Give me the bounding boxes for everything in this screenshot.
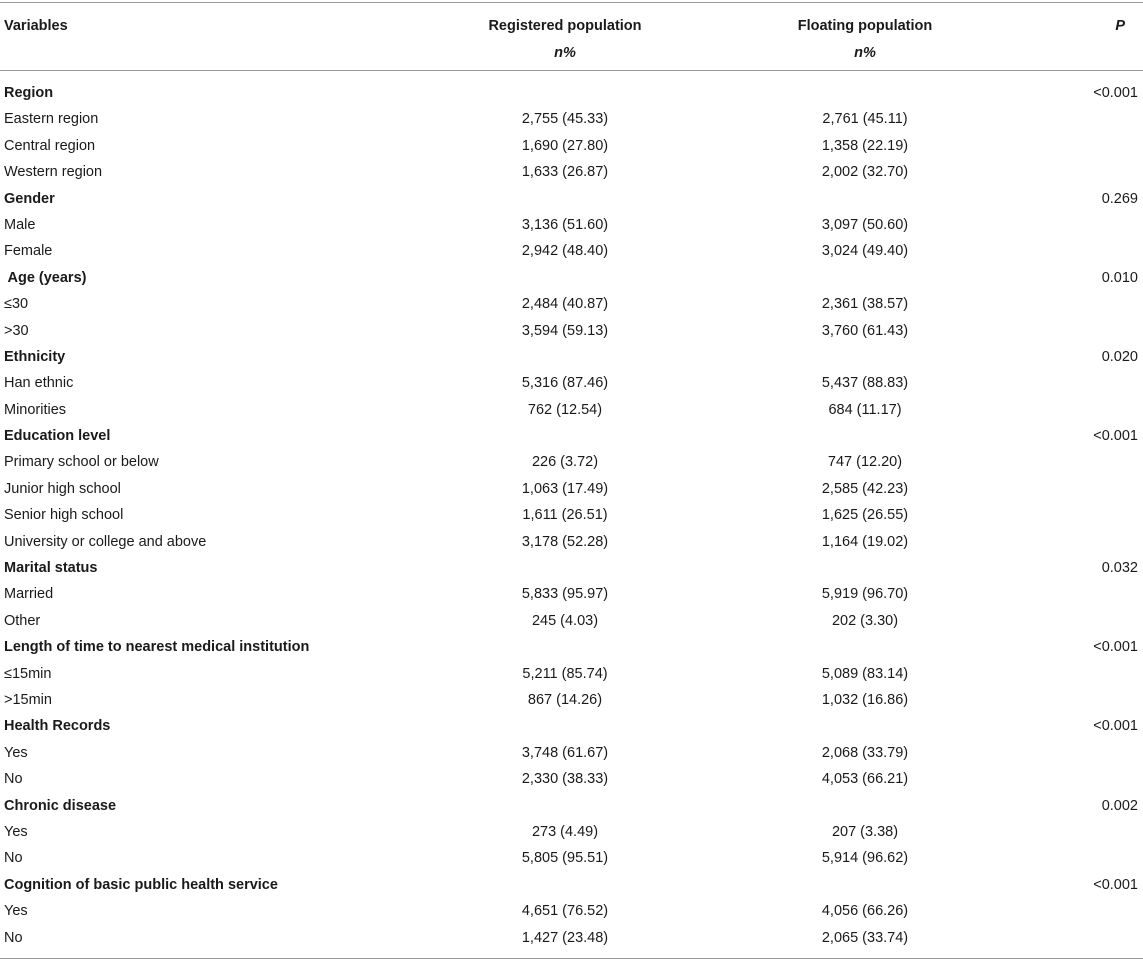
cell-variable: Age (years): [4, 269, 87, 286]
cell-registered: 5,316 (87.46): [521, 375, 609, 392]
cell-p-value: 0.010: [1101, 269, 1138, 286]
cell-floating: 2,068 (33.79): [821, 744, 909, 761]
cell-p-value: 0.020: [1101, 348, 1138, 365]
cell-variable: Gender: [4, 190, 55, 207]
cell-variable: Length of time to nearest medical institution: [4, 639, 310, 656]
cell-variable: Male: [4, 216, 36, 233]
cell-registered: 5,833 (95.97): [521, 586, 609, 603]
cell-variable: No: [4, 771, 23, 788]
header-floating: [740, 13, 990, 67]
header-p: P: [1115, 18, 1125, 34]
cell-floating: 2,065 (33.74): [821, 929, 909, 946]
table-row: [0, 212, 1143, 238]
cell-variable: Chronic disease: [4, 797, 117, 814]
cell-p-value: 0.269: [1101, 190, 1138, 207]
header-registered-label: Registered population: [488, 18, 642, 34]
cell-variable: Cognition of basic public health service: [4, 876, 278, 893]
cell-p-value: <0.001: [1093, 639, 1138, 656]
cell-registered: 867 (14.26): [527, 691, 603, 708]
section-row: [0, 793, 1143, 819]
cell-floating: 4,053 (66.21): [821, 771, 909, 788]
cell-variable: ≤15min: [4, 665, 52, 682]
table-top-rule: [0, 2, 1143, 3]
cell-registered: 5,211 (85.74): [522, 665, 608, 682]
cell-floating: 684 (11.17): [828, 401, 902, 418]
cell-floating: 2,761 (45.11): [822, 111, 908, 128]
table-row: [0, 449, 1143, 475]
cell-variable: Female: [4, 243, 53, 260]
table-header: [0, 13, 1143, 63]
section-row: [0, 872, 1143, 898]
section-row: [0, 186, 1143, 212]
table-row: [0, 925, 1143, 951]
cell-p-value: <0.001: [1093, 876, 1138, 893]
cell-registered: 3,178 (52.28): [521, 533, 609, 550]
table-row: [0, 661, 1143, 687]
cell-p-value: 0.032: [1101, 560, 1138, 577]
table-row: [0, 819, 1143, 845]
table-row: [0, 608, 1143, 634]
cell-variable: Yes: [4, 744, 28, 761]
cell-registered: 1,427 (23.48): [521, 929, 609, 946]
cell-variable: Senior high school: [4, 507, 124, 524]
cell-registered: 1,690 (27.80): [521, 137, 609, 154]
cell-floating: 5,919 (96.70): [821, 586, 909, 603]
table-row: [0, 238, 1143, 264]
header-registered-sub: n%: [554, 45, 576, 61]
cell-floating: 5,914 (96.62): [821, 850, 909, 867]
section-row: [0, 344, 1143, 370]
table-row: [0, 370, 1143, 396]
header-registered: [440, 13, 690, 67]
header-variables: Variables: [4, 18, 68, 34]
cell-variable: Marital status: [4, 560, 98, 577]
cell-registered: 226 (3.72): [531, 454, 599, 471]
cell-floating: 1,032 (16.86): [821, 691, 909, 708]
cell-variable: Married: [4, 586, 54, 603]
cell-registered: 2,330 (38.33): [521, 771, 609, 788]
section-row: [0, 555, 1143, 581]
table-row: [0, 898, 1143, 924]
cell-p-value: <0.001: [1093, 85, 1138, 101]
cell-variable: >30: [4, 322, 29, 339]
cell-floating: 207 (3.38): [831, 823, 899, 840]
cell-floating: 1,625 (26.55): [821, 507, 909, 524]
cell-variable: ≤30: [4, 296, 29, 313]
cell-variable: No: [4, 929, 23, 946]
section-row: [0, 423, 1143, 449]
table-row: [0, 397, 1143, 423]
table-bottom-rule: [0, 958, 1143, 959]
cell-registered: 3,136 (51.60): [521, 216, 609, 233]
cell-variable: Han ethnic: [4, 375, 74, 392]
cell-registered: 2,942 (48.40): [521, 243, 609, 260]
cell-floating: 2,002 (32.70): [821, 164, 909, 181]
cell-variable: Minorities: [4, 401, 67, 418]
cell-floating: 3,024 (49.40): [821, 243, 909, 260]
cell-variable: Ethnicity: [4, 348, 66, 365]
table-row: [0, 133, 1143, 159]
cell-floating: 4,056 (66.26): [821, 903, 909, 920]
cell-registered: 2,484 (40.87): [521, 296, 609, 313]
table-row: [0, 476, 1143, 502]
section-row: [0, 265, 1143, 291]
cell-variable: Primary school or below: [4, 454, 159, 471]
cell-registered: 1,633 (26.87): [521, 164, 609, 181]
table-row: [0, 291, 1143, 317]
header-floating-sub: n%: [854, 45, 876, 61]
table-row: [0, 106, 1143, 132]
cell-registered: 245 (4.03): [531, 612, 599, 629]
cell-registered: 5,805 (95.51): [521, 850, 609, 867]
cell-variable: Central region: [4, 137, 96, 154]
cell-variable: Health Records: [4, 718, 111, 735]
cell-floating: 2,585 (42.23): [821, 480, 909, 497]
table-row: [0, 318, 1143, 344]
cell-variable: Eastern region: [4, 111, 99, 128]
cell-floating: 1,358 (22.19): [821, 137, 909, 154]
cell-registered: 273 (4.49): [531, 823, 599, 840]
table-row: [0, 529, 1143, 555]
header-floating-label: Floating population: [797, 18, 933, 34]
table-row: [0, 581, 1143, 607]
cell-floating: 1,164 (19.02): [821, 533, 909, 550]
cell-floating: 747 (12.20): [827, 454, 903, 471]
cell-floating: 2,361 (38.57): [821, 296, 909, 313]
section-row: [0, 713, 1143, 739]
cell-p-value: <0.001: [1093, 718, 1138, 735]
table-row: [0, 740, 1143, 766]
cell-variable: University or college and above: [4, 533, 207, 550]
cell-variable: >15min: [4, 691, 52, 708]
cell-variable: Education level: [4, 428, 111, 445]
cell-variable: Region: [4, 85, 54, 101]
table-body: [0, 80, 1143, 951]
cell-floating: 3,097 (50.60): [821, 216, 909, 233]
cell-registered: 4,651 (76.52): [521, 903, 609, 920]
cell-floating: 5,089 (83.14): [821, 665, 909, 682]
cell-variable: Other: [4, 612, 41, 629]
cell-variable: No: [4, 850, 23, 867]
cell-registered: 1,611 (26.51): [522, 507, 608, 524]
cell-registered: 1,063 (17.49): [521, 480, 609, 497]
table-header-rule: [0, 70, 1143, 71]
cell-registered: 3,748 (61.67): [521, 744, 609, 761]
table-row: [0, 159, 1143, 185]
cell-variable: Junior high school: [4, 480, 121, 497]
cell-p-value: 0.002: [1101, 797, 1138, 814]
cell-registered: 2,755 (45.33): [521, 111, 609, 128]
cell-registered: 3,594 (59.13): [521, 322, 609, 339]
cell-variable: Yes: [4, 823, 28, 840]
table-row: [0, 845, 1143, 871]
cell-variable: Yes: [4, 903, 28, 920]
cell-registered: 762 (12.54): [527, 401, 603, 418]
cell-p-value: <0.001: [1093, 428, 1138, 445]
table-row: [0, 502, 1143, 528]
section-row: [0, 634, 1143, 660]
cell-variable: Western region: [4, 164, 103, 181]
cell-floating: 3,760 (61.43): [821, 322, 909, 339]
cell-floating: 202 (3.30): [831, 612, 899, 629]
section-row: [0, 80, 1143, 106]
table-row: [0, 766, 1143, 792]
cell-floating: 5,437 (88.83): [821, 375, 909, 392]
table-row: [0, 687, 1143, 713]
